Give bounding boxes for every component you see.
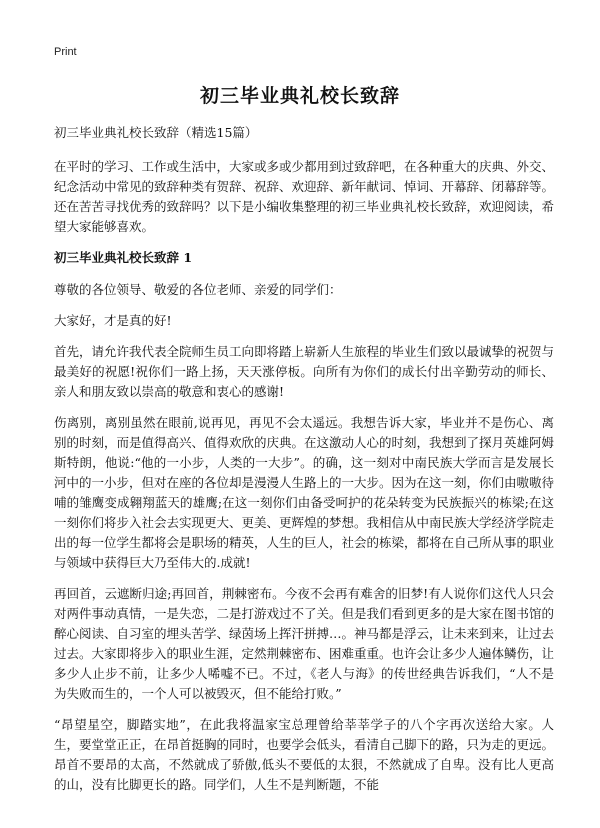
- body-paragraph: 伤离别，离别虽然在眼前,说再见，再见不会太遥远。我想告诉大家，毕业并不是伤心、离别的时刻，而是值得高兴、值得欢欣的庆典。在这激动人心的时刻，我想到了探月英雄阿姆斯特朗，他说:“他的一小步，人类的一大步”。的确，这一刻对中南民族大学而言是发展长河中的一小步，但对在座的各位却是漫漫人生路上的一大步。因为在这一刻，你们由嗷嗷待哺的雏鹰变成翱翔蓝天的雄鹰;在这一刻你们由备受呵护的花朵转变为民族振兴的栋梁;在这一刻你们将步入社会去实现更大、更美、更辉煌的梦想。我相信从中南民族大学经济学院走出的每一位学生都将会是职场的精英，人生的巨人，社会的栋梁，都将在自己所从事的职业与领域中获得巨大乃至伟大的.成就!: [54, 415, 555, 570]
- body-paragraph: 再回首，云遮断归途;再回首，荆棘密布。今夜不会再有难舍的旧梦!有人说你们这代人只会对两件事动真情，一是失恋，二是打游戏过不了关。但是我们看到更多的是大家在图书馆的醉心阅读、自习室的埋头苦学、绿茵场上挥汗拼搏…。神马都是浮云，让未来到来，让过去过去。大家即将步入的职业生涯，定然荆棘密布、困难重重。也许会让多少人遍体鳞伤，让多少人止步不前，让多少人唏嘘不已。不过，《老人与海》的传世经典告诉我们，“人不是为失败而生的，一个人可以被毁灭，但不能给打败。”: [54, 586, 555, 701]
- page-title: 初三毕业典礼校长致辞: [199, 85, 400, 107]
- body-paragraph: “昂望星空，脚踏实地”，在此我将温家宝总理曾给莘莘学子的八个字再次送给大家。人生，要堂堂正正，在昂首挺胸的同时，也要学会低头，看清自己脚下的路，只为走的更远。昂首不要昂的太高，不然就成了骄傲,低头不要低的太狠，不然就成了自卑。没有比人更高的山，没有比脚更长的路。同学们，人生不是判断题，不能: [54, 717, 555, 792]
- article-subtitle: 初三毕业典礼校长致辞（精选15篇）: [54, 125, 258, 140]
- article-body: [54, 123, 554, 806]
- body-paragraph: 首先，请允许我代表全院师生员工向即将踏上崭新人生旅程的毕业生们致以最诚挚的祝贺与最美好的祝愿!祝你们一路上扬，天天涨停板。向所有为你们的成长付出辛勤劳动的师长、亲人和朋友致以崇高的敬意和衷心的感谢!: [54, 344, 555, 399]
- greeting-paragraph: 大家好，才是真的好!: [54, 313, 172, 328]
- section-heading: 初三毕业典礼校长致辞 1: [54, 250, 193, 265]
- print-link[interactable]: Print: [54, 46, 77, 58]
- intro-paragraph: 在平时的学习、工作或生活中，大家或多或少都用到过致辞吧，在各种重大的庆典、外交、纪念活动中常见的致辞种类有贺辞、祝辞、欢迎辞、新年献词、悼词、开幕辞、闭幕辞等。还在苦苦寻找优秀的致辞吗？以下是小编收集整理的初三毕业典礼校长致辞，欢迎阅读，希望大家能够喜欢。: [54, 159, 555, 234]
- salutation-paragraph: 尊敬的各位领导、敬爱的各位老师、亲爱的同学们：: [54, 282, 342, 297]
